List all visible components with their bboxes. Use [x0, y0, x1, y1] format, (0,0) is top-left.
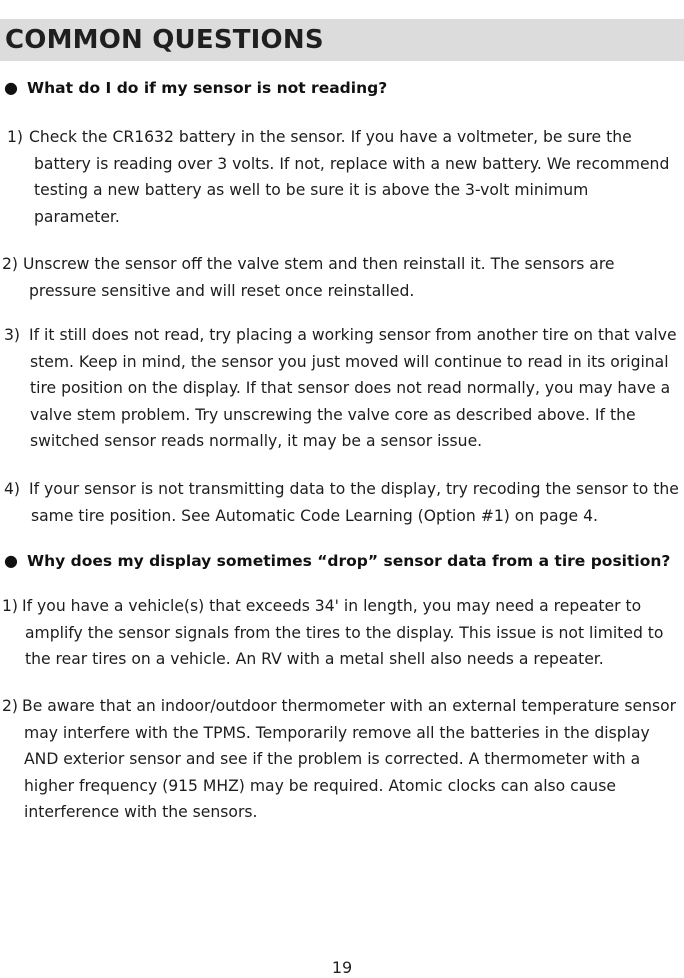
answer-1-4 [4, 476, 684, 529]
answer-number: 2) [2, 255, 19, 273]
section-header [0, 19, 684, 61]
answer-text [29, 476, 684, 529]
answer-number: 4) [4, 480, 21, 498]
answer-1-1 [7, 124, 677, 230]
answer-2-1 [2, 593, 678, 673]
answer-text [22, 593, 678, 673]
answer-2-2 [2, 693, 684, 826]
answer-line: Unscrew the sensor off the valve stem and then reinstall it. The sensors are [23, 255, 615, 273]
answer-number: 2) [2, 697, 19, 715]
answer-line: valve stem problem. Try unscrewing the valve core as described above. If the [30, 405, 636, 424]
question-2 [4, 551, 670, 571]
answer-number: 1) [7, 128, 24, 146]
answer-line: testing a new battery as well to be sure it is above the 3-volt minimum [34, 181, 589, 199]
question-text: What do I do if my sensor is not reading? [27, 79, 388, 97]
answer-line: the rear tires on a vehicle. An RV with a metal shell also needs a repeater. [25, 650, 604, 668]
answer-line: Be aware that an indoor/outdoor thermometer with an external temperature sensor [22, 697, 677, 715]
answer-line: amplify the sensor signals from the tires to the display. This issue is not limited to [25, 623, 664, 642]
answer-line: battery is reading over 3 volts. If not, replace with a new battery. We recommend [34, 154, 670, 173]
answer-line: parameter. [34, 207, 120, 226]
bullet-icon: ● [4, 78, 18, 97]
answer-line: switched sensor reads normally, it may be a sensor issue. [30, 432, 483, 450]
answer-line: interference with the sensors. [24, 803, 258, 821]
answer-1-2 [2, 251, 678, 304]
answer-line: If it still does not read, try placing a working sensor from another tire on that valve [29, 326, 677, 344]
page-title: COMMON QUESTIONS [5, 25, 324, 55]
answer-number: 3) [4, 326, 21, 344]
answer-line: tire position on the display. If that sensor does not read normally, you may have a [30, 379, 671, 397]
answer-line: If you have a vehicle(s) that exceeds 34' in length, you may need a repeater to [22, 597, 642, 615]
page-number: 19 [331, 958, 353, 977]
answer-line: If your sensor is not transmitting data to the display, try recoding the sensor to the [29, 480, 679, 498]
answer-line: same tire position. See Automatic Code Learning (Option #1) on page 4. [31, 506, 598, 525]
bullet-icon: ● [4, 551, 18, 570]
answer-line: higher frequency (915 MHZ) may be required. Atomic clocks can also cause [24, 776, 616, 795]
question-text: Why does my display sometimes “drop” sensor data from a tire position? [27, 552, 671, 570]
answer-line: stem. Keep in mind, the sensor you just moved will continue to read in its original [30, 352, 669, 371]
question-1 [4, 78, 387, 98]
answer-line: pressure sensitive and will reset once reinstalled. [29, 281, 415, 300]
answer-number: 1) [2, 597, 19, 615]
answer-1-3 [4, 322, 684, 455]
answer-line: Check the CR1632 battery in the sensor. If you have a voltmeter, be sure the [29, 128, 632, 146]
answer-text [29, 124, 677, 230]
answer-text [23, 251, 678, 304]
answer-line: AND exterior sensor and see if the problem is corrected. A thermometer with a [24, 750, 641, 768]
answer-text [29, 322, 684, 455]
answer-line: may interfere with the TPMS. Temporarily remove all the batteries in the display [24, 723, 650, 742]
answer-text [22, 693, 684, 826]
